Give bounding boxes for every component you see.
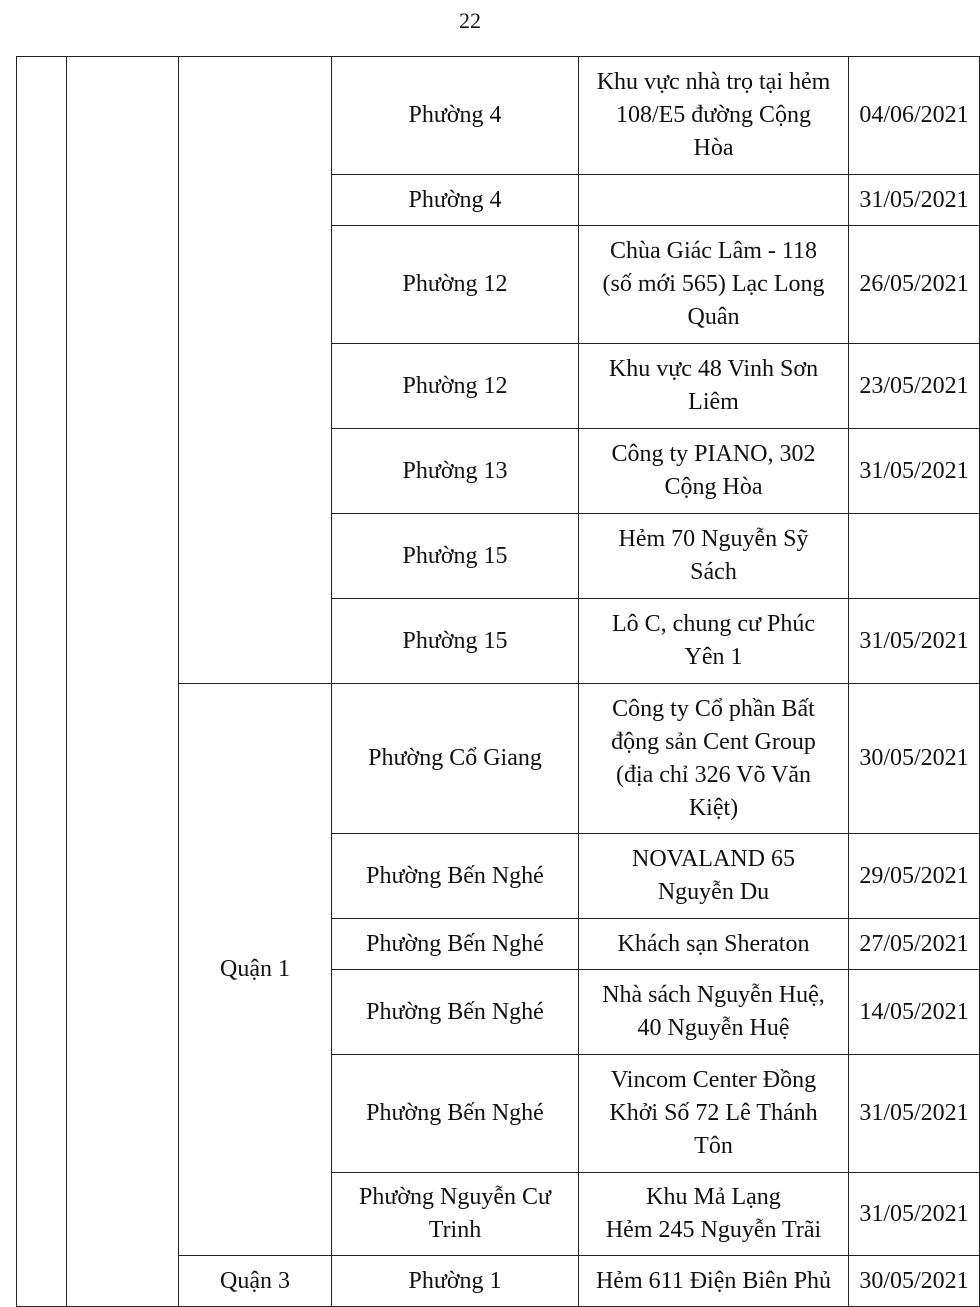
address-cell — [579, 57, 849, 175]
address-cell — [579, 834, 849, 919]
ward-cell: Phường 13 — [332, 429, 579, 514]
date-cell: 29/05/2021 — [849, 834, 980, 919]
ward-cell: Phường Bến Nghé — [332, 919, 579, 970]
address-cell — [579, 1173, 849, 1256]
address-line: 40 Nguyễn Huệ — [637, 1015, 790, 1041]
address-cell — [579, 684, 849, 834]
date-cell — [849, 514, 980, 599]
table-row — [17, 57, 980, 175]
page-number: 22 — [459, 8, 481, 33]
address-line: Khu Mả Lạng — [646, 1184, 781, 1210]
date-cell: 26/05/2021 — [849, 226, 980, 344]
address-line: Sách — [690, 559, 737, 585]
ward-cell: Phường Bến Nghé — [332, 834, 579, 919]
address-line: (địa chỉ 326 Võ Văn — [615, 761, 812, 788]
date-cell: 30/05/2021 — [849, 684, 980, 834]
address-cell — [579, 344, 849, 429]
address-cell — [579, 226, 849, 344]
address-line: Quân — [687, 304, 740, 330]
ward-cell: Phường Bến Nghé — [332, 1055, 579, 1173]
date-cell: 31/05/2021 — [849, 175, 980, 226]
ward-cell: Phường 1 — [332, 1256, 579, 1307]
address-line: Vincom Center Đồng — [610, 1067, 817, 1093]
address-cell — [579, 514, 849, 599]
address-line: Khởi Số 72 Lê Thánh — [609, 1100, 818, 1126]
date-cell: 27/05/2021 — [849, 919, 980, 970]
district-cell: Quận 3 — [179, 1256, 332, 1307]
ward-cell: Phường 15 — [332, 514, 579, 599]
address-line: Hẻm 611 Điện Biên Phủ — [595, 1267, 832, 1294]
date-cell: 04/06/2021 — [849, 57, 980, 175]
address-line: Yên 1 — [684, 644, 743, 670]
ward-cell: Phường Bến Nghé — [332, 970, 579, 1055]
address-cell — [579, 919, 849, 970]
outbreak-locations-table — [16, 56, 980, 1307]
city-column-cell — [67, 57, 179, 1307]
address-line: Liêm — [688, 389, 739, 415]
address-line: Hẻm 70 Nguyễn Sỹ — [618, 526, 809, 552]
ward-cell: Phường Nguyễn Cư Trinh — [332, 1173, 579, 1256]
address-cell — [579, 970, 849, 1055]
ward-cell: Phường 15 — [332, 599, 579, 684]
address-line: Công ty Cổ phần Bất — [612, 695, 815, 722]
address-cell — [579, 599, 849, 684]
address-line: (số mới 565) Lạc Long — [602, 271, 825, 297]
date-cell: 14/05/2021 — [849, 970, 980, 1055]
ward-cell: Phường 4 — [332, 175, 579, 226]
date-cell: 23/05/2021 — [849, 344, 980, 429]
address-line: Kiệt) — [688, 794, 739, 821]
ward-cell: Phường 4 — [332, 57, 579, 175]
date-cell: 31/05/2021 — [849, 429, 980, 514]
address-cell — [579, 1055, 849, 1173]
address-line: NOVALAND 65 — [632, 846, 795, 872]
address-cell — [579, 175, 849, 226]
ward-cell: Phường 12 — [332, 226, 579, 344]
address-line: Hẻm 245 Nguyễn Trãi — [605, 1217, 822, 1243]
address-line: Chùa Giác Lâm - 118 — [609, 238, 818, 264]
address-line: Công ty PIANO, 302 — [611, 441, 816, 467]
address-cell — [579, 429, 849, 514]
address-line: Khu vực 48 Vinh Sơn — [608, 356, 819, 382]
district-cell: Quận 1 — [179, 684, 332, 1256]
address-line: Hòa — [693, 135, 734, 161]
ward-cell: Phường Cổ Giang — [332, 684, 579, 834]
address-line: động sản Cent Group — [611, 728, 816, 755]
address-line: Nhà sách Nguyễn Huệ, — [602, 982, 825, 1008]
address-line: 108/E5 đường Cộng — [615, 102, 812, 128]
address-line: Tôn — [694, 1133, 733, 1159]
address-line: Lô C, chung cư Phúc — [612, 611, 815, 637]
ward-cell: Phường 12 — [332, 344, 579, 429]
address-line: Cộng Hòa — [664, 474, 763, 500]
date-cell: 31/05/2021 — [849, 1055, 980, 1173]
address-cell — [579, 1256, 849, 1307]
district-cell — [179, 57, 332, 684]
index-column-cell — [17, 57, 67, 1307]
address-line: Khách sạn Sheraton — [617, 930, 810, 957]
date-cell: 31/05/2021 — [849, 1173, 980, 1256]
address-line: Nguyễn Du — [657, 879, 770, 905]
date-cell: 30/05/2021 — [849, 1256, 980, 1307]
date-cell: 31/05/2021 — [849, 599, 980, 684]
address-line: Khu vực nhà trọ tại hẻm — [596, 69, 831, 95]
